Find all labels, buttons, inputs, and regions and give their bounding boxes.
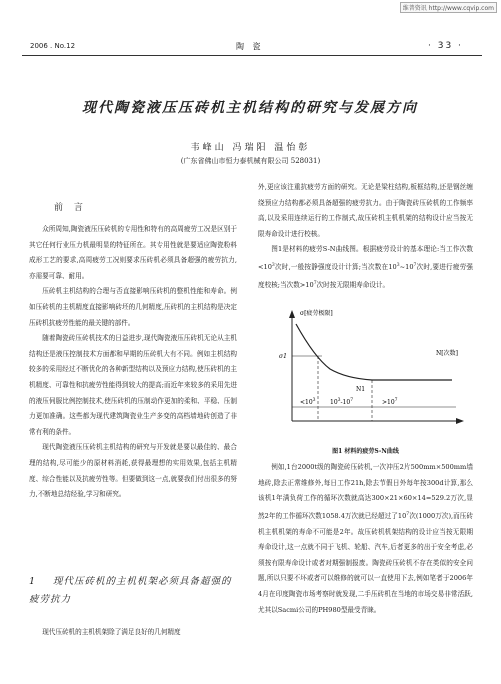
section-1-body xyxy=(29,625,237,641)
p2-exp-a: 3 xyxy=(271,262,275,268)
p2-part-d: 次时,要进行疲劳强度校核;当次数>10 xyxy=(258,263,473,289)
right-paragraph-3 xyxy=(258,460,473,618)
sn-curve-figure xyxy=(262,306,474,446)
section-1-paragraph-1: 现代压砖机的主机机架除了满足良好的几何精度 xyxy=(42,628,181,636)
sn-curve xyxy=(296,324,452,380)
section-1-title: 现代压砖机的主机机架必须具备超强的疲劳抗力 xyxy=(29,576,232,605)
p3-exp: 7 xyxy=(406,511,410,517)
p3-part-a: 例如,1台2000t级的陶瓷砖压砖机,一次冲压2片500mm×500mm墙地砖,除去正常维修外,每日工作21h,除去节假日外每年按300d计算,那么该机1年满负荷工作的循环次数就高达300×21×60×14=529.2万次,显然2年的工作循环次数1058.4万次就已经超过了10 xyxy=(258,463,473,520)
right-column-top xyxy=(258,180,473,294)
preface-paragraph-2: 压砖机主机结构的合理与否直接影响压砖机的整机性能和寿命。例如压砖机的主机精度直接影响砖坯的几何精度,压砖机的主机结构是决定压砖机抗疲劳性能的最关键的部件。 xyxy=(29,287,237,327)
p2-exp-d: 7 xyxy=(313,280,317,286)
n1-label: N1 xyxy=(356,386,366,393)
affiliation: (广东省佛山市恒力泰机械有限公司 528031) xyxy=(180,157,321,165)
preface-heading: 前 言 xyxy=(54,203,87,213)
region-low-label: $<10^3$ xyxy=(300,398,316,406)
authors: 韦峰山 冯瑞阳 温怡彰 xyxy=(190,143,311,153)
p2-exp-b: 3 xyxy=(396,262,400,268)
header-rule xyxy=(22,55,482,56)
p2-part-b: 次时,一般按静强度设计计算;当次数在10 xyxy=(274,263,397,272)
p2-part-c: ~10 xyxy=(399,263,414,272)
section-1-number: 1 xyxy=(29,576,37,587)
p2-part-a: 图1是材料的疲劳S-N曲线图。根据疲劳设计的基本理论:当工作次数<10 xyxy=(258,245,473,272)
preface-paragraph-3: 随着陶瓷砖压砖机技术的日益进步,现代陶瓷液压压砖机无论从主机结构还是液压控制技术方面都和早期的压砖机大有不同。例如主机结构较多的采用经过不断优化的各种新型结构以及预应力结构,使压砖机的主机精度、可靠性和抗疲劳性能得到较大的提高;而近年来较多的采用先进的液压伺服比例控制技术,使压砖机的压制动作更加的柔和、平稳、压制力更加准确。这些都为现代建筑陶瓷业生产多变的高档墙地砖创造了非常有利的条件。 xyxy=(29,334,237,436)
y-axis-label: σ[疲劳极限] xyxy=(300,310,333,317)
preface-paragraph-1: 众所周知,陶瓷液压压砖机的专用性和特有的高周疲劳工况是区别于其它任何行业压力机最明显的特征所在。其专用性就是要适应陶瓷粉料成形工艺的要求,高周疲劳工况则要求压砖机必须具备超强的疲劳抗力,亦需要可靠、耐用。 xyxy=(29,225,237,280)
x-axis-label: N[次数] xyxy=(436,350,458,357)
section-1-heading xyxy=(29,573,239,609)
right-paragraph-1: 外,更应该注重抗疲劳方面的研究。无论是梁柱结构,板框结构,还是钢丝缠绕预应力结构都必须具备超强的疲劳抗力。由于陶瓷砖压砖机的工作频率高,以及采用连续运行的工作制式,故压砖机主机机架的结构设计应当按无限寿命设计进行校核。 xyxy=(258,183,473,238)
p2-part-e: 次时按无限期寿命设计。 xyxy=(316,280,390,289)
paper-title: 现代陶瓷液压压砖机主机结构的研究与发展方向 xyxy=(82,100,418,116)
journal-name: 陶 瓷 xyxy=(236,42,264,51)
preface-paragraph-4: 现代陶瓷液压压砖机主机结构的研究与开发就是要以最佳的、最合理的结构,尽可能少的原材料消耗,获得最理想的实用效果,包括主机精度、综合性能以及抗疲劳性等。但要做到这一点,就要我们付出很多的努力,不断地总结经验,学习和研究。 xyxy=(29,443,237,499)
p2-exp-c: 7 xyxy=(413,262,417,268)
p3-part-b: 次(1000万次),而压砖机主机机架的寿命不可能是2年。故压砖机机架结构的设计应当按无限期寿命设计,这一点就不同于飞机、轮船、汽车,后者更多的出于安全考虑,必须按有限寿命设计或者对期强制报废。陶瓷砖压砖机不存在类似的安全问题,所以只要不坏或者可以维修的就可以一直使用下去,例如笔者于2006年4月在印度陶瓷市场考察时就发现,二手压砖机在当地的市场交易非常活跃,尤其以Sacmi公司的PH980型最受青睐。 xyxy=(258,511,473,614)
issue-number: 2006 . No.12 xyxy=(30,42,76,50)
preface-body xyxy=(29,222,237,503)
figure-caption: 图1 材料的疲劳S-N曲线 xyxy=(332,448,399,455)
right-column-bottom xyxy=(258,460,473,618)
region-mid-label: $10^3-10^7$ xyxy=(330,398,354,406)
sigma-label: σ1 xyxy=(279,353,287,360)
region-high-label: $>10^7$ xyxy=(382,398,398,406)
x-axis-arrow xyxy=(456,418,464,424)
y-axis-arrow xyxy=(289,310,295,318)
right-paragraph-2 xyxy=(258,242,473,293)
watermark: 维普资讯 http://www.cqvip.com xyxy=(400,2,497,13)
page-number: · 33 · xyxy=(428,41,463,51)
